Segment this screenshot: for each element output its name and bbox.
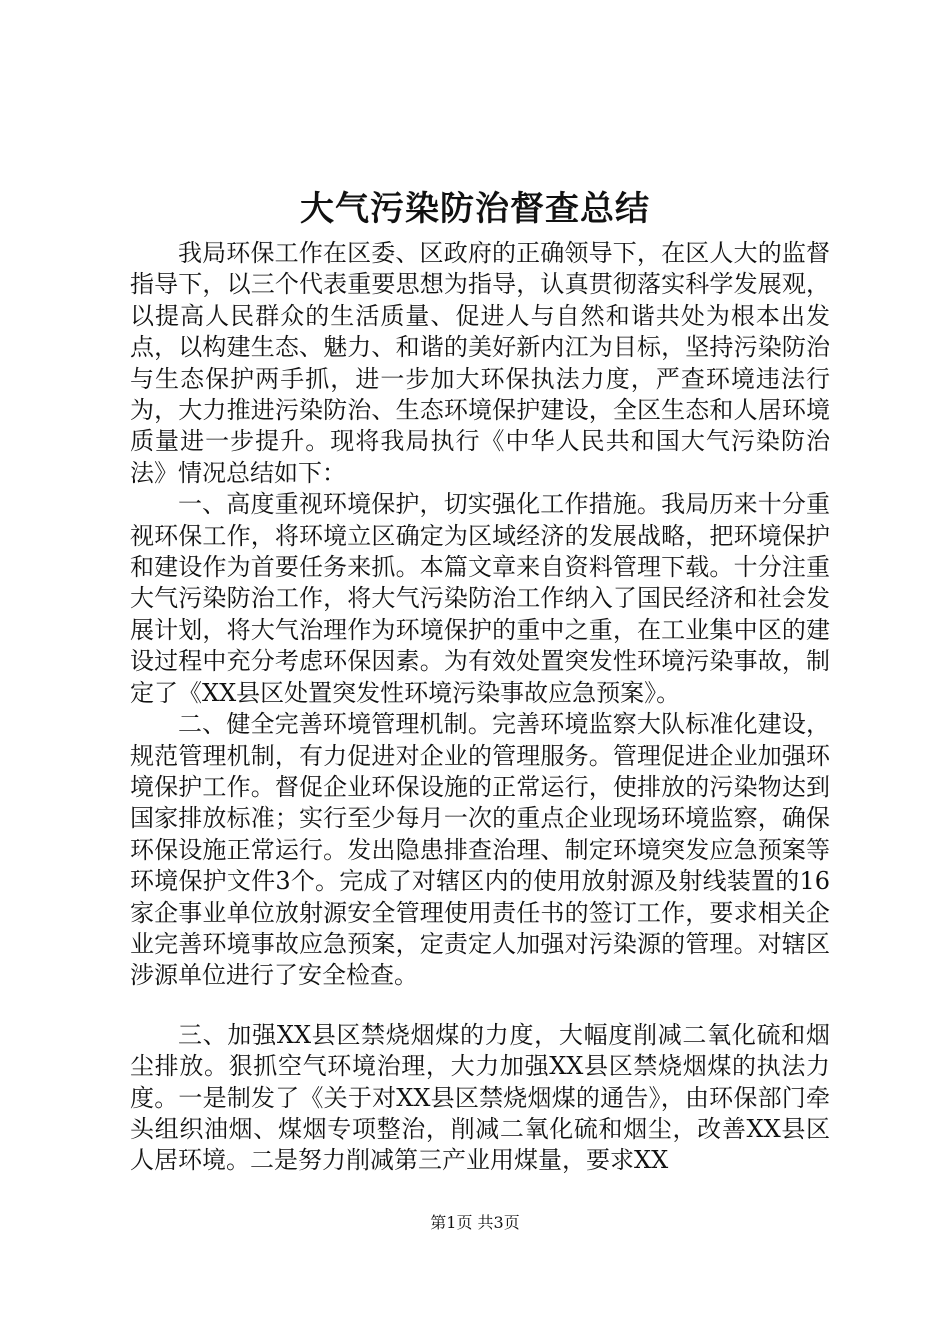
paragraph-intro: 我局环保工作在区委、区政府的正确领导下，在区人大的监督指导下，以三个代表重要思想为指导，认真贯彻落实科学发展观，以提高人民群众的生活质量、促进人与自然和谐共处为根本出发点，以构建生态、魅力、和谐的美好新内江为目标，坚持污染防治与生态保护两手抓，进一步加大环保执法力度，严查环境违法行为，大力推进污染防治、生态环境保护建设，全区生态和人居环境质量进一步提升。现将我局执行《中华人民共和国大气污染防治法》情况总结如下： [130,239,830,487]
document-body [130,238,830,1177]
paragraph-section-3: 三、加强XX县区禁烧烟煤的力度，大幅度削减二氧化硫和烟尘排放。狠抓空气环境治理，大力加强XX县区禁烧烟煤的执法力度。一是制发了《关于对XX县区禁烧烟煤的通告》，由环保部门牵头组织油烟、煤烟专项整治，削减二氧化硫和烟尘，改善XX县区人居环境。二是努力削减第三产业用煤量，要求XX [130,1020,830,1175]
page-number-footer: 第1页 共3页 [430,1213,520,1232]
paragraph-section-1: 一、高度重视环境保护，切实强化工作措施。我局历来十分重视环保工作，将环境立区确定为区域经济的发展战略，把环境保护和建设作为首要任务来抓。本篇文章来自资料管理下载。十分注重大气污染防治工作，将大气污染防治工作纳入了国民经济和社会发展计划，将大气治理作为环境保护的重中之重，在工业集中区的建设过程中充分考虑环保因素。为有效处置突发性环境污染事故，制定了《XX县区处置突发性环境污染事故应急预案》。 [130,490,830,707]
document-title: 大气污染防治督查总结 [300,189,650,229]
paragraph-section-2: 二、健全完善环境管理机制。完善环境监察大队标准化建设，规范管理机制，有力促进对企业的管理服务。管理促进企业加强环境保护工作。督促企业环保设施的正常运行，使排放的污染物达到国家排放标准；实行至少每月一次的重点企业现场环境监察，确保环保设施正常运行。发出隐患排查治理、制定环境突发应急预案等环境保护文件3个。完成了对辖区内的使用放射源及射线装置的16家企事业单位放射源安全管理使用责任书的签订工作，要求相关企业完善环境事故应急预案，定责定人加强对污染源的管理。对辖区涉源单位进行了安全检查。 [130,710,830,990]
